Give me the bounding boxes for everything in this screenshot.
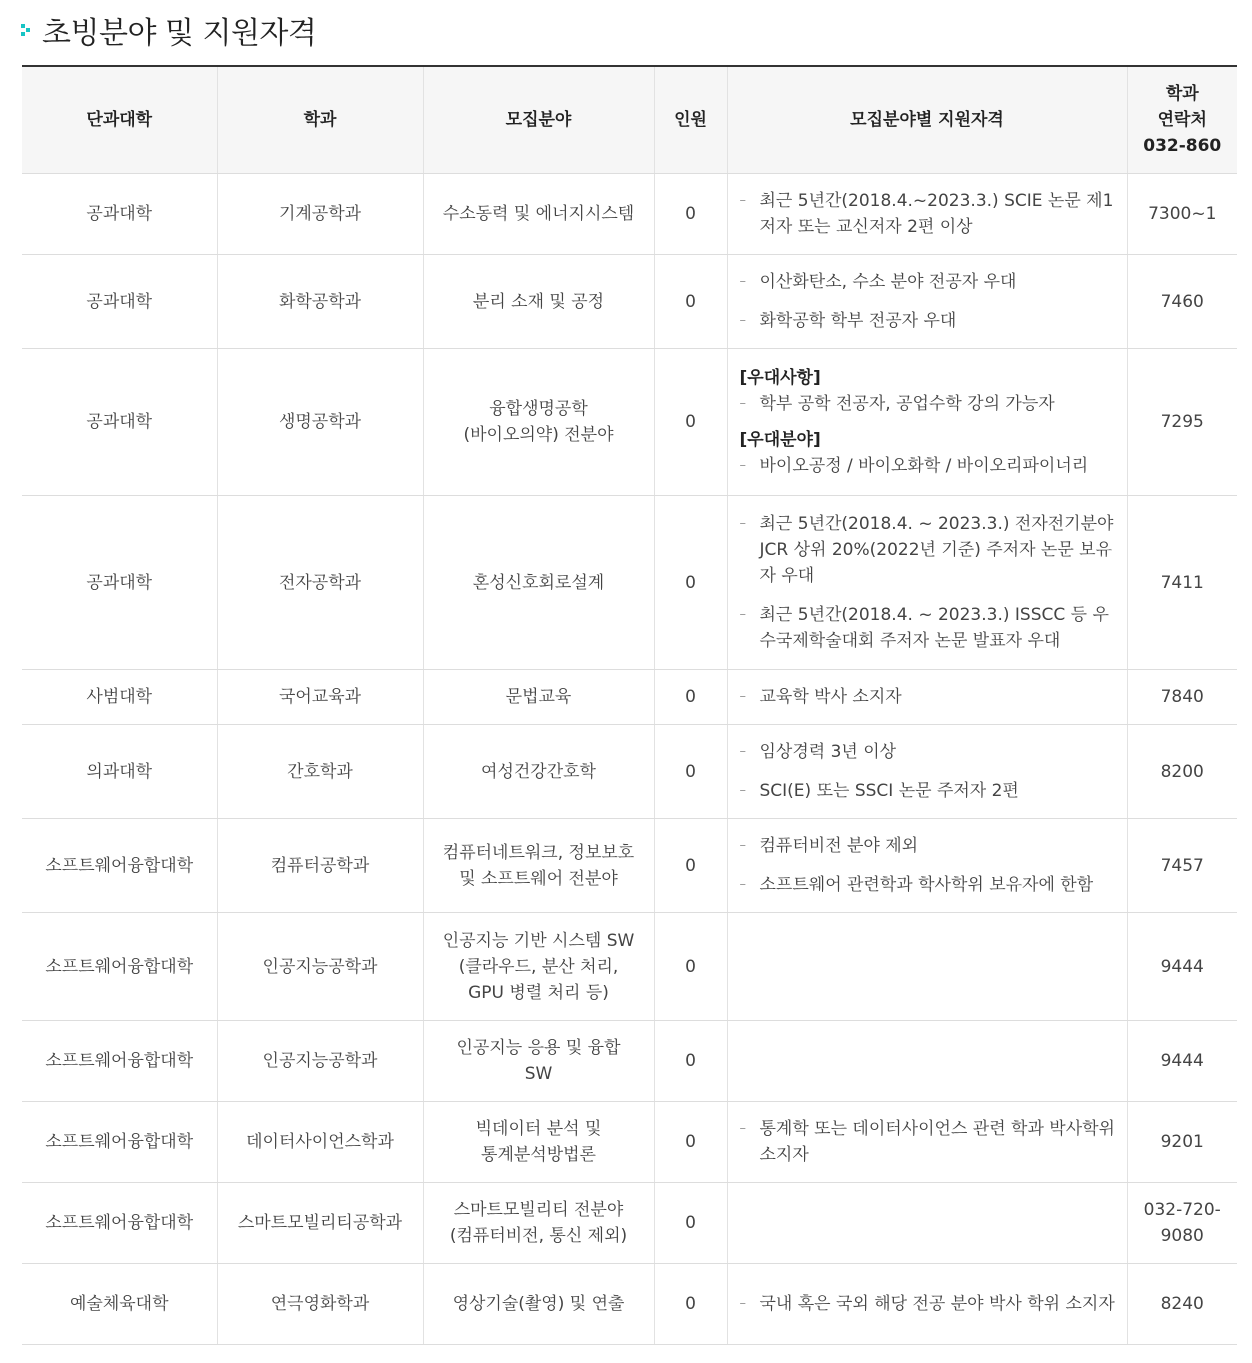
contact-line: 9444 xyxy=(1160,956,1204,977)
cell-count: 0 xyxy=(654,819,727,913)
qualification-text: 이산화탄소, 수소 분야 전공자 우대 xyxy=(759,272,1017,292)
cell-qualifications xyxy=(727,913,1127,1021)
qualification-text: 교육학 박사 소지자 xyxy=(759,687,902,707)
cell-contact xyxy=(1127,1102,1237,1183)
cell-field xyxy=(423,174,654,255)
cell-college: 사범대학 xyxy=(22,670,217,725)
header-qualifications: 모집분야별 지원자격 xyxy=(727,66,1127,174)
header-field: 모집분야 xyxy=(423,66,654,174)
cell-contact xyxy=(1127,349,1237,496)
cell-contact xyxy=(1127,1264,1237,1345)
field-line: 통계분석방법론 xyxy=(481,1145,596,1165)
dash-bullet-icon: – xyxy=(739,457,746,473)
section-heading xyxy=(20,8,316,52)
table-body xyxy=(22,174,1237,1345)
cell-qualifications xyxy=(727,725,1127,819)
qualification-item xyxy=(740,511,1117,589)
dash-bullet-icon: – xyxy=(739,1296,746,1311)
cell-qualifications xyxy=(727,255,1127,349)
qualification-item xyxy=(740,308,1117,334)
cell-contact xyxy=(1127,819,1237,913)
cell-college: 소프트웨어융합대학 xyxy=(22,1183,217,1264)
qualification-item xyxy=(740,269,1117,295)
field-line: 영상기술(촬영) 및 연출 xyxy=(452,1294,625,1314)
qualification-item xyxy=(740,453,1117,479)
cell-field xyxy=(423,1264,654,1345)
cell-college: 예술체육대학 xyxy=(22,1264,217,1345)
qualification-text: 최근 5년간(2018.4.~2023.3.) SCIE 논문 제1저자 또는 교신저자 2편 이상 xyxy=(759,191,1114,237)
cell-field xyxy=(423,349,654,496)
qualification-item xyxy=(740,602,1117,654)
cell-college: 공과대학 xyxy=(22,349,217,496)
cell-field xyxy=(423,255,654,349)
field-line: GPU 병렬 처리 등) xyxy=(468,982,609,1003)
contact-line: 9080 xyxy=(1160,1226,1204,1246)
cell-field xyxy=(423,1183,654,1264)
contact-line: 7457 xyxy=(1160,855,1204,876)
contact-line: 7840 xyxy=(1160,687,1204,707)
cell-qualifications xyxy=(727,1021,1127,1102)
dash-bullet-icon: – xyxy=(739,516,746,531)
field-line: 인공지능 응용 및 융합 xyxy=(456,1038,621,1058)
field-line: 컴퓨터네트워크, 정보보호 xyxy=(442,842,635,863)
cell-department: 인공지능공학과 xyxy=(217,1021,423,1102)
qualification-text: 국내 혹은 국외 해당 전공 분야 박사 학위 소지자 xyxy=(759,1294,1115,1314)
qualification-item xyxy=(740,778,1117,804)
table-row xyxy=(22,496,1237,670)
qualification-text: 통계학 또는 데이터사이언스 관련 학과 박사학위 소지자 xyxy=(759,1119,1115,1165)
field-line: 문법교육 xyxy=(505,687,572,707)
dash-bullet-icon: – xyxy=(739,193,746,208)
table-row xyxy=(22,174,1237,255)
header-department: 학과 xyxy=(217,66,423,174)
cell-contact xyxy=(1127,913,1237,1021)
field-line: 혼성신호회로설계 xyxy=(472,572,605,593)
table-row xyxy=(22,1183,1237,1264)
qualification-heading: [우대사항] xyxy=(739,367,821,388)
qualification-text: 소프트웨어 관련학과 학사학위 보유자에 한함 xyxy=(759,875,1094,895)
table-row xyxy=(22,670,1237,725)
dash-bullet-icon: – xyxy=(739,689,746,704)
dash-bullet-icon: – xyxy=(739,877,746,892)
cell-department: 기계공학과 xyxy=(217,174,423,255)
cell-field xyxy=(423,670,654,725)
cell-count: 0 xyxy=(654,349,727,496)
contact-line: 8240 xyxy=(1160,1294,1204,1314)
header-college: 단과대학 xyxy=(22,66,217,174)
cell-department: 데이터사이언스학과 xyxy=(217,1102,423,1183)
cell-count: 0 xyxy=(654,670,727,725)
qualification-item xyxy=(740,739,1117,765)
cell-field xyxy=(423,913,654,1021)
table-row xyxy=(22,255,1237,349)
cell-count: 0 xyxy=(654,1102,727,1183)
cell-college: 소프트웨어융합대학 xyxy=(22,819,217,913)
table-row xyxy=(22,349,1237,496)
cell-qualifications xyxy=(727,670,1127,725)
cell-qualifications xyxy=(727,819,1127,913)
cell-qualifications xyxy=(727,1102,1127,1183)
recruitment-table xyxy=(22,65,1237,1345)
cell-field xyxy=(423,496,654,670)
table-row xyxy=(22,819,1237,913)
field-line: 수소동력 및 에너지시스템 xyxy=(442,204,635,224)
cell-count: 0 xyxy=(654,725,727,819)
dash-bullet-icon: – xyxy=(739,607,746,622)
field-line: 인공지능 기반 시스템 SW xyxy=(442,930,635,951)
dash-bullet-icon: – xyxy=(739,744,746,759)
contact-line: 7411 xyxy=(1160,572,1204,593)
cell-field xyxy=(423,725,654,819)
qualification-item xyxy=(740,391,1117,417)
field-line: 스마트모빌리티 전분야 xyxy=(453,1200,624,1220)
qualification-item xyxy=(740,833,1117,859)
field-line: 융합생명공학 xyxy=(489,399,588,419)
dash-bullet-icon: – xyxy=(739,838,746,853)
cell-department: 전자공학과 xyxy=(217,496,423,670)
cell-field xyxy=(423,1102,654,1183)
cell-qualifications xyxy=(727,349,1127,496)
qualification-text: 컴퓨터비전 분야 제외 xyxy=(759,836,919,856)
cell-contact xyxy=(1127,496,1237,670)
cell-department: 국어교육과 xyxy=(217,670,423,725)
cell-department: 스마트모빌리티공학과 xyxy=(217,1183,423,1264)
table-row xyxy=(22,725,1237,819)
cell-department: 생명공학과 xyxy=(217,349,423,496)
qualification-text: SCI(E) 또는 SSCI 논문 주저자 2편 xyxy=(759,781,1019,801)
cell-department: 인공지능공학과 xyxy=(217,913,423,1021)
cell-department: 연극영화학과 xyxy=(217,1264,423,1345)
header-count: 인원 xyxy=(654,66,727,174)
field-line: (바이오의약) 전분야 xyxy=(463,425,614,445)
contact-line: 7460 xyxy=(1160,291,1204,312)
qualification-text: 임상경력 3년 이상 xyxy=(759,742,897,762)
qualification-heading: [우대분야] xyxy=(739,429,821,450)
cell-qualifications xyxy=(727,174,1127,255)
cell-count: 0 xyxy=(654,255,727,349)
cell-college: 의과대학 xyxy=(22,725,217,819)
contact-line: 032-720- xyxy=(1143,1200,1221,1220)
cell-contact xyxy=(1127,1021,1237,1102)
cell-count: 0 xyxy=(654,1183,727,1264)
cell-count: 0 xyxy=(654,1021,727,1102)
header-contact xyxy=(1127,66,1237,174)
cell-qualifications xyxy=(727,1264,1127,1345)
contact-line: 9201 xyxy=(1160,1132,1204,1152)
table-row xyxy=(22,1264,1237,1345)
dash-bullet-icon: – xyxy=(739,395,746,411)
qualification-text: 최근 5년간(2018.4. ~ 2023.3.) ISSCC 등 우수국제학술대회 주저자 논문 발표자 우대 xyxy=(759,605,1109,651)
cell-count: 0 xyxy=(654,174,727,255)
qualification-item xyxy=(740,1291,1117,1317)
field-line: 분리 소재 및 공정 xyxy=(472,291,605,312)
cell-college: 공과대학 xyxy=(22,496,217,670)
table-row xyxy=(22,1021,1237,1102)
bullet-arrow-icon xyxy=(20,21,32,39)
cell-contact xyxy=(1127,670,1237,725)
contact-line: 9444 xyxy=(1160,1051,1204,1071)
table-row xyxy=(22,913,1237,1021)
contact-line: 8200 xyxy=(1160,761,1204,782)
header-contact-line1: 학과 xyxy=(1165,84,1199,104)
cell-department: 컴퓨터공학과 xyxy=(217,819,423,913)
field-line: 및 소프트웨어 전분야 xyxy=(459,868,618,889)
dash-bullet-icon: – xyxy=(739,313,746,328)
dash-bullet-icon: – xyxy=(739,783,746,798)
field-line: (컴퓨터비전, 통신 제외) xyxy=(449,1226,628,1246)
qualification-item xyxy=(740,872,1117,898)
cell-college: 소프트웨어융합대학 xyxy=(22,1102,217,1183)
qualification-text: 바이오공정 / 바이오화학 / 바이오리파이너리 xyxy=(759,455,1089,476)
cell-field xyxy=(423,1021,654,1102)
cell-college: 공과대학 xyxy=(22,255,217,349)
qualification-item xyxy=(740,684,1117,710)
dash-bullet-icon: – xyxy=(739,274,746,289)
header-contact-line3: 032-860 xyxy=(1143,136,1222,156)
cell-college: 소프트웨어융합대학 xyxy=(22,1021,217,1102)
dash-bullet-icon: – xyxy=(739,1121,746,1136)
cell-field xyxy=(423,819,654,913)
qualification-text: 최근 5년간(2018.4. ~ 2023.3.) 전자전기분야 JCR 상위 20%(2022년 기준) 주저자 논문 보유자 우대 xyxy=(759,514,1114,586)
cell-count: 0 xyxy=(654,496,727,670)
cell-contact xyxy=(1127,1183,1237,1264)
header-contact-line2: 연락처 xyxy=(1157,110,1207,130)
contact-line: 7295 xyxy=(1160,412,1204,432)
cell-qualifications xyxy=(727,496,1127,670)
field-line: 여성건강간호학 xyxy=(481,761,596,782)
cell-count: 0 xyxy=(654,1264,727,1345)
section-title: 초빙분야 및 지원자격 xyxy=(42,16,317,51)
cell-contact xyxy=(1127,725,1237,819)
cell-contact xyxy=(1127,255,1237,349)
field-line: 빅데이터 분석 및 xyxy=(475,1119,602,1139)
qualification-item xyxy=(740,188,1117,240)
cell-college: 공과대학 xyxy=(22,174,217,255)
cell-contact xyxy=(1127,174,1237,255)
qualification-item xyxy=(740,1116,1117,1168)
field-line: (클라우드, 분산 처리, xyxy=(458,956,619,977)
cell-count: 0 xyxy=(654,913,727,1021)
cell-department: 화학공학과 xyxy=(217,255,423,349)
contact-line: 7300~1 xyxy=(1148,204,1217,224)
cell-college: 소프트웨어융합대학 xyxy=(22,913,217,1021)
table-header-row xyxy=(22,66,1237,174)
cell-department: 간호학과 xyxy=(217,725,423,819)
field-line: SW xyxy=(524,1064,553,1084)
qualification-text: 화학공학 학부 전공자 우대 xyxy=(759,311,957,331)
cell-qualifications xyxy=(727,1183,1127,1264)
table-row xyxy=(22,1102,1237,1183)
qualification-text: 학부 공학 전공자, 공업수학 강의 가능자 xyxy=(759,393,1055,414)
